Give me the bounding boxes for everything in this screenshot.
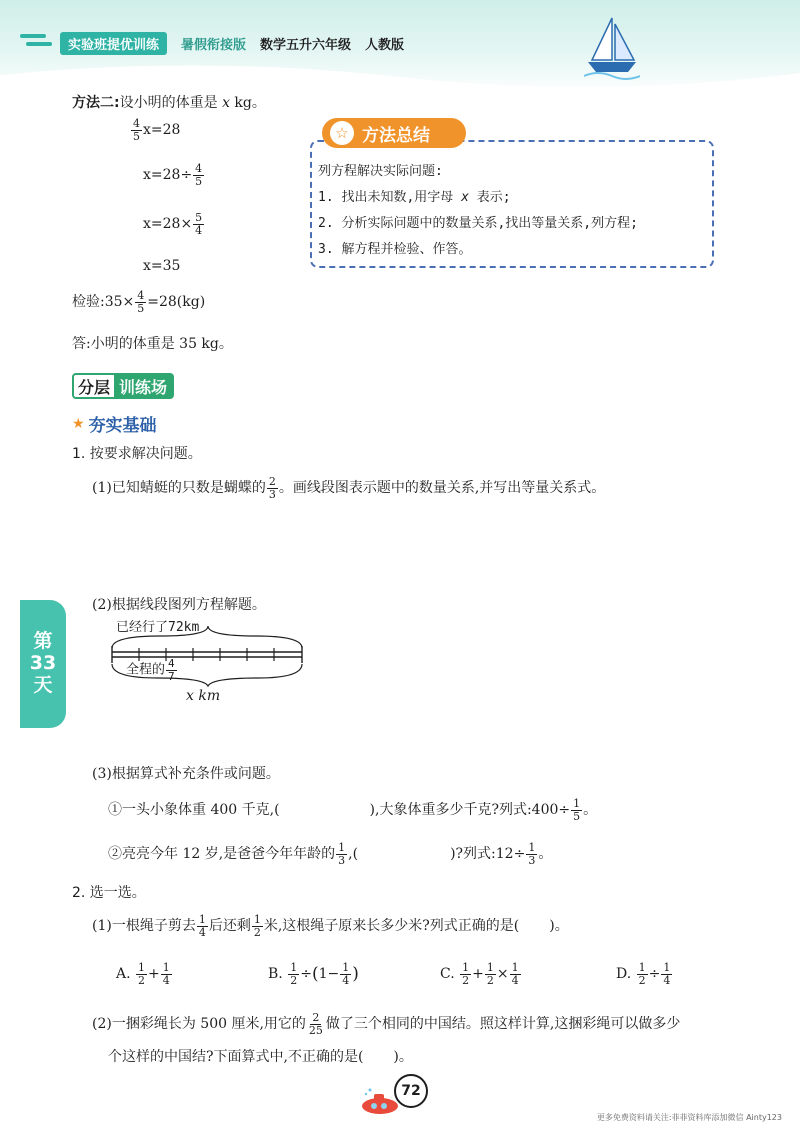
method-summary-header	[322, 118, 466, 148]
page-number: 72	[394, 1074, 428, 1108]
star-icon: ☆	[330, 121, 354, 145]
q2-part1: (1)一根绳子剪去 $\frac{1}{4}$ 后还剩 $\frac{1}{2}$ 米,这根绳子原来长多少米?列式正确的是( )。	[92, 913, 569, 939]
method-summary-title: 方法总结	[362, 125, 430, 146]
q1-title: 1. 按要求解决问题。	[72, 446, 202, 462]
summary-line-2: 2. 分析实际问题中的数量关系,找出等量关系,列方程;	[318, 216, 638, 231]
q1-part3: (3)根据算式补充条件或问题。	[92, 766, 280, 782]
equation-4: x=35	[143, 258, 181, 274]
summary-line-0: 列方程解决实际问题:	[318, 164, 443, 179]
summary-line-1: 1. 找出未知数,用字母 x 表示;	[318, 190, 511, 205]
option-a[interactable]: A. $\frac{1}{2}$ + $\frac{1}{4}$	[116, 961, 170, 987]
option-b[interactable]: B. $\frac{1}{2}$ ÷(1− $\frac{1}{4}$ )	[268, 961, 359, 987]
header-bar	[60, 32, 404, 55]
header-publisher: 人教版	[365, 38, 405, 53]
q1-part3a: ①一头小象体重 400 千克,( ),大象体重多少千克?列式:400÷ $\frac{1}{5}$ 。	[108, 797, 598, 823]
day-tab: 第 33 天	[20, 600, 66, 728]
equation-3: x=28× $\frac{5}{4}$	[143, 211, 203, 237]
q2-part2: (2)一捆彩绳长为 500 厘米,用它的 $\frac{2}{25}$ 做了三个相同的中国结。照这样计算,这捆彩绳可以做多少	[92, 1011, 681, 1037]
equation-1: $\frac{4}{5}$ x=28	[133, 117, 181, 143]
header-subject: 数学五升六年级	[260, 38, 352, 53]
equation-2: x=28÷ $\frac{4}{5}$	[143, 162, 203, 188]
header-logo: 实验班提优训练	[60, 32, 167, 55]
q2-part2-line2: 个这样的中国结?下面算式中,不正确的是( )。	[108, 1049, 413, 1065]
section-title: ★ 夯实基础	[72, 415, 157, 436]
footer-note: 更多免费资料请关注:菲菲资料库添加微信 Ainty123	[596, 1113, 782, 1122]
segment-top-label: 已经行了72km	[116, 620, 200, 635]
q1-part1: (1)已知蜻蜓的只数是蝴蝶的 $\frac{2}{3}$ 。画线段图表示题中的数量关系,并写出等量关系式。	[92, 475, 606, 501]
header-edition: 暑假衔接版	[181, 38, 247, 53]
answer-line: 答:小明的体重是 35 kg。	[72, 336, 233, 352]
check-line: 检验:35× $\frac{4}{5}$ =28(kg)	[72, 289, 206, 315]
sailboat-icon	[584, 14, 640, 80]
summary-line-3: 3. 解方程并检验、作答。	[318, 242, 472, 257]
method2-intro: 方法二:设小明的体重是 x kg。	[72, 95, 266, 111]
header-mark-icon	[18, 28, 54, 54]
segment-bottom-label: x km	[186, 688, 221, 704]
segment-middle-label: 全程的 $\frac{4}{7}$	[126, 657, 175, 683]
training-banner: 分层 训练场	[72, 373, 174, 399]
option-d[interactable]: D. $\frac{1}{2}$ ÷ $\frac{1}{4}$	[616, 961, 671, 987]
q2-title: 2. 选一选。	[72, 885, 146, 901]
star-icon: ★	[72, 415, 85, 432]
q1-part3b: ②亮亮今年 12 岁,是爸爸今年年龄的 $\frac{1}{3}$ ,( )?列式:12÷ $\frac{1}{3}$ 。	[108, 841, 553, 867]
option-c[interactable]: C. $\frac{1}{2}$ + $\frac{1}{2}$ × $\frac{1}{4}$	[440, 961, 519, 987]
q1-part2: (2)根据线段图列方程解题。	[92, 597, 266, 613]
